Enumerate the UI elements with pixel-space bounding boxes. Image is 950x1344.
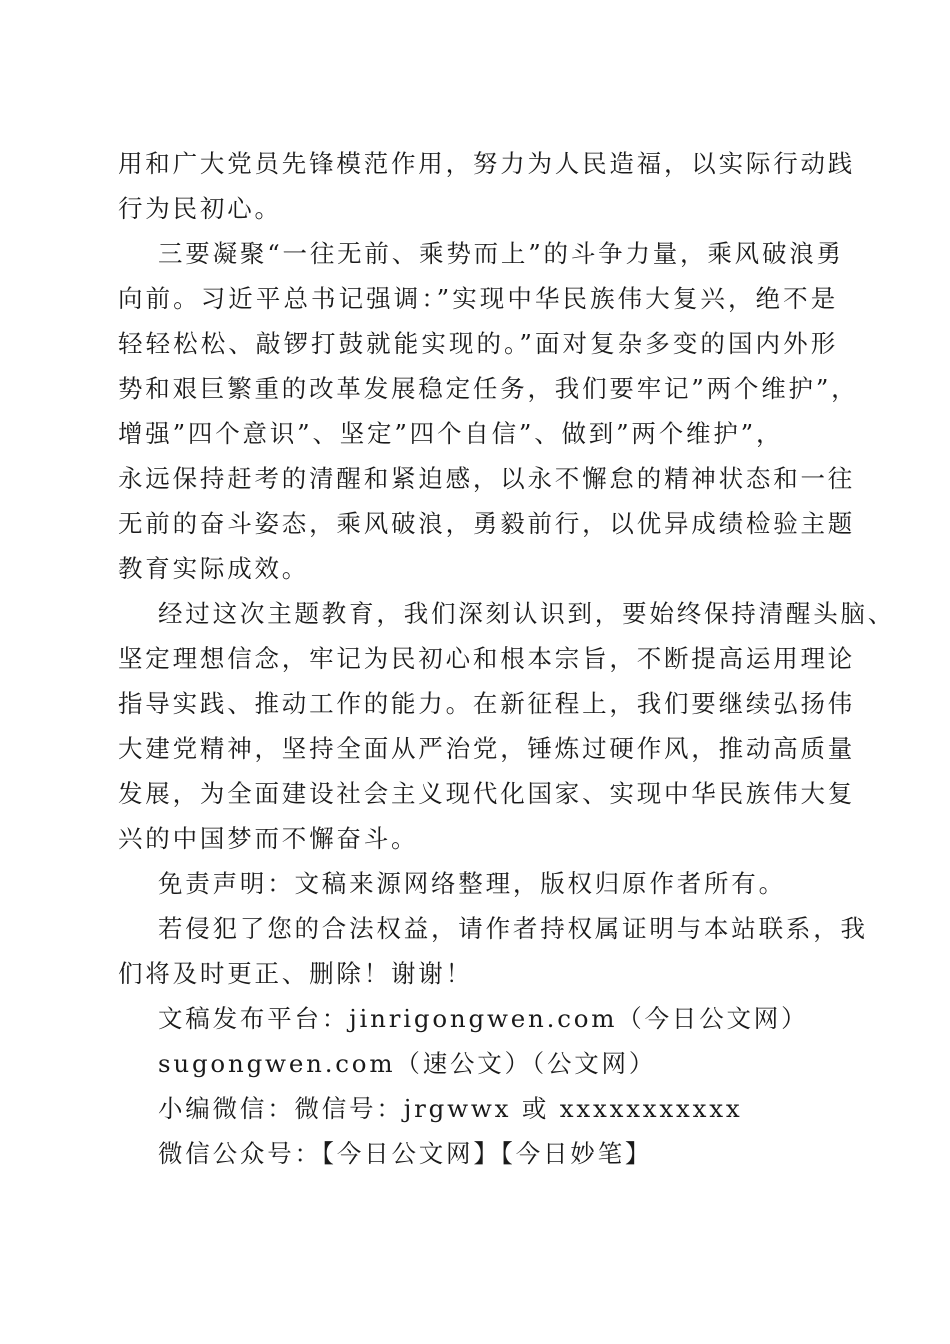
paragraph-line: 兴的中国梦而不懈奋斗。: [118, 824, 419, 853]
paragraph-line: 行为民初心。: [118, 194, 282, 223]
paragraph-line: 无前的奋斗姿态，乘风破浪，勇毅前行，以优异成绩检验主题: [118, 509, 856, 538]
disclaimer-text: 免责声明：文稿来源网络整理，版权归原作者所有。: [158, 869, 786, 898]
paragraph-line: 发展，为全面建设社会主义现代化国家、实现中华民族伟大复: [118, 779, 856, 808]
paragraph-line: 向前。习近平总书记强调：”实现中华民族伟大复兴，绝不是: [118, 284, 838, 313]
paragraph-line: 坚定理想信念，牢记为民初心和根本宗旨，不断提高运用理论: [118, 644, 856, 673]
document-page: [118, 141, 896, 1176]
paragraph-line: 永远保持赶考的清醒和紧迫感，以永不懈怠的精神状态和一往: [118, 464, 856, 493]
publishing-platform: 文稿发布平台：jinrigongwen.com（今日公文网）: [158, 1004, 809, 1033]
paragraph-line: 经过这次主题教育，我们深刻认识到，要始终保持清醒头脑、: [158, 599, 896, 628]
paragraph-line: 用和广大党员先锋模范作用，努力为人民造福，以实际行动践: [118, 149, 856, 178]
wechat-official-account: 微信公众号：【今日公文网】【今日妙笔】: [158, 1139, 653, 1168]
paragraph-line: 三要凝聚“一往无前、乘势而上”的斗争力量，乘风破浪勇: [158, 239, 844, 268]
paragraph-line: 势和艰巨繁重的改革发展稳定任务，我们要牢记”两个维护”，: [118, 374, 859, 403]
paragraph-line: 指导实践、推动工作的能力。在新征程上，我们要继续弘扬伟: [118, 689, 856, 718]
infringement-notice: 若侵犯了您的合法权益，请作者持权属证明与本站联系，我: [158, 914, 868, 943]
paragraph-line: 大建党精神，坚持全面从严治党，锤炼过硬作风，推动高质量: [118, 734, 856, 763]
paragraph-line: 轻轻松松、敲锣打鼓就能实现的。”面对复杂多变的国内外形: [118, 329, 838, 358]
infringement-notice: 们将及时更正、删除！谢谢！: [118, 959, 473, 988]
paragraph-line: 增强”四个意识”、坚定”四个自信”、做到”两个维护”，: [118, 419, 784, 448]
editor-wechat: 小编微信：微信号：jrgwwx 或 xxxxxxxxxxx: [158, 1094, 743, 1123]
paragraph-line: 教育实际成效。: [118, 554, 310, 583]
publishing-platform-alt: sugongwen.com（速公文）（公文网）: [158, 1049, 657, 1078]
